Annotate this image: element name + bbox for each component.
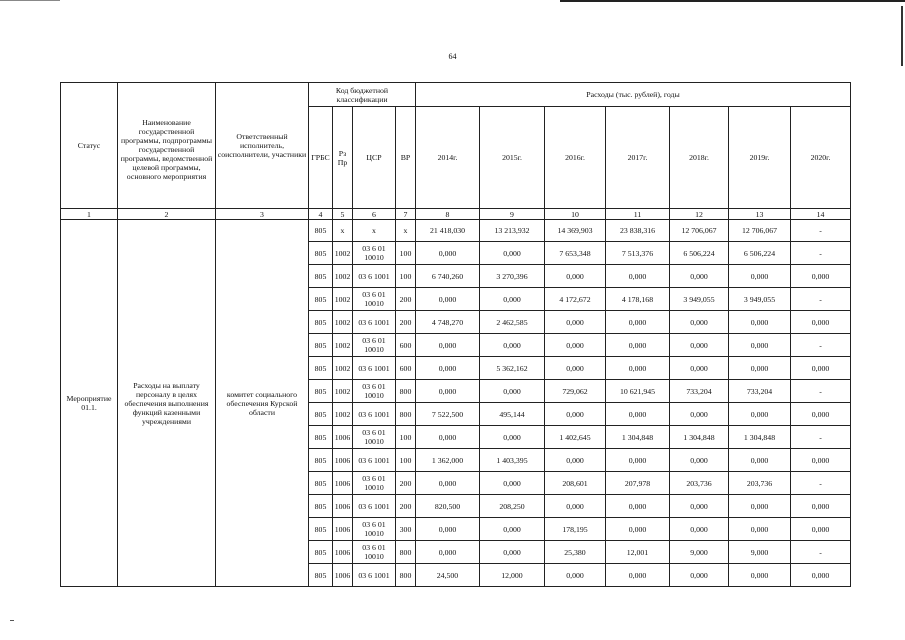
page-number: 64 bbox=[448, 52, 457, 61]
amount-cell: 12,000 bbox=[480, 564, 545, 587]
amount-cell: 0,000 bbox=[545, 403, 606, 426]
amount-cell: 1 362,000 bbox=[416, 449, 480, 472]
csr-cell: 03 6 01 10010 bbox=[353, 518, 396, 541]
amount-cell: 0,000 bbox=[606, 449, 670, 472]
amount-cell: 729,062 bbox=[545, 380, 606, 403]
column-number: 12 bbox=[670, 209, 729, 220]
amount-cell: 203,736 bbox=[729, 472, 791, 495]
amount-cell: 0,000 bbox=[729, 564, 791, 587]
amount-cell: - bbox=[791, 426, 851, 449]
vr-cell: 800 bbox=[396, 564, 416, 587]
csr-cell: 03 6 01 10010 bbox=[353, 472, 396, 495]
amount-cell: 0,000 bbox=[729, 311, 791, 334]
amount-cell: 733,204 bbox=[729, 380, 791, 403]
column-number: 6 bbox=[353, 209, 396, 220]
csr-cell: 03 6 01 10010 bbox=[353, 541, 396, 564]
grbs-cell: 805 bbox=[309, 564, 333, 587]
csr-cell: 03 6 1001 bbox=[353, 449, 396, 472]
amount-cell: 0,000 bbox=[545, 311, 606, 334]
table-row bbox=[61, 220, 851, 242]
rzpr-cell: 1006 bbox=[333, 541, 353, 564]
csr-cell: 03 6 1001 bbox=[353, 357, 396, 380]
vr-cell: 200 bbox=[396, 311, 416, 334]
rzpr-cell: 1006 bbox=[333, 449, 353, 472]
grbs-cell: 805 bbox=[309, 311, 333, 334]
amount-cell: - bbox=[791, 242, 851, 265]
status-cell: Мероприятие 01.1. bbox=[61, 220, 118, 587]
amount-cell: 208,250 bbox=[480, 495, 545, 518]
vr-cell: 800 bbox=[396, 541, 416, 564]
rzpr-cell: 1006 bbox=[333, 472, 353, 495]
header-responsible: Ответственный исполнитель, соисполнители, участники bbox=[216, 83, 309, 209]
grbs-cell: 805 bbox=[309, 334, 333, 357]
amount-cell: 21 418,030 bbox=[416, 220, 480, 242]
amount-cell: 0,000 bbox=[480, 472, 545, 495]
amount-cell: 0,000 bbox=[670, 265, 729, 288]
column-number: 14 bbox=[791, 209, 851, 220]
amount-cell: 1 304,848 bbox=[729, 426, 791, 449]
amount-cell: 0,000 bbox=[480, 380, 545, 403]
header-year: 2017г. bbox=[606, 107, 670, 209]
csr-cell: 03 6 1001 bbox=[353, 495, 396, 518]
amount-cell: 6 506,224 bbox=[670, 242, 729, 265]
amount-cell: 0,000 bbox=[606, 265, 670, 288]
amount-cell: 208,601 bbox=[545, 472, 606, 495]
amount-cell: 9,000 bbox=[670, 541, 729, 564]
rzpr-cell: 1002 bbox=[333, 288, 353, 311]
amount-cell: 3 949,055 bbox=[670, 288, 729, 311]
amount-cell: 0,000 bbox=[480, 334, 545, 357]
amount-cell: 7 653,348 bbox=[545, 242, 606, 265]
vr-cell: 100 bbox=[396, 449, 416, 472]
csr-cell: 03 6 01 10010 bbox=[353, 288, 396, 311]
amount-cell: 820,500 bbox=[416, 495, 480, 518]
csr-cell: 03 6 1001 bbox=[353, 265, 396, 288]
vr-cell: 100 bbox=[396, 242, 416, 265]
amount-cell: 0,000 bbox=[729, 403, 791, 426]
amount-cell: 0,000 bbox=[729, 357, 791, 380]
amount-cell: - bbox=[791, 472, 851, 495]
csr-cell: 03 6 01 10010 bbox=[353, 380, 396, 403]
vr-cell: 300 bbox=[396, 518, 416, 541]
amount-cell: 0,000 bbox=[791, 564, 851, 587]
column-number: 13 bbox=[729, 209, 791, 220]
amount-cell: 0,000 bbox=[545, 495, 606, 518]
amount-cell: - bbox=[791, 288, 851, 311]
amount-cell: 0,000 bbox=[791, 518, 851, 541]
amount-cell: 0,000 bbox=[416, 426, 480, 449]
amount-cell: 3 949,055 bbox=[729, 288, 791, 311]
grbs-cell: 805 bbox=[309, 518, 333, 541]
amount-cell: 0,000 bbox=[480, 541, 545, 564]
amount-cell: 0,000 bbox=[545, 564, 606, 587]
header-expenses: Расходы (тыс. рублей), годы bbox=[416, 83, 851, 107]
amount-cell: 7 522,500 bbox=[416, 403, 480, 426]
grbs-cell: 805 bbox=[309, 472, 333, 495]
header-rzpr: Рз Пр bbox=[333, 107, 353, 209]
amount-cell: 0,000 bbox=[416, 357, 480, 380]
amount-cell: - bbox=[791, 380, 851, 403]
vr-cell: 600 bbox=[396, 357, 416, 380]
amount-cell: 178,195 bbox=[545, 518, 606, 541]
amount-cell: 7 513,376 bbox=[606, 242, 670, 265]
grbs-cell: 805 bbox=[309, 449, 333, 472]
rzpr-cell: 1002 bbox=[333, 403, 353, 426]
grbs-cell: 805 bbox=[309, 541, 333, 564]
amount-cell: 0,000 bbox=[670, 311, 729, 334]
header-year: 2014г. bbox=[416, 107, 480, 209]
vr-cell: х bbox=[396, 220, 416, 242]
header-year: 2015г. bbox=[480, 107, 545, 209]
amount-cell: 0,000 bbox=[729, 265, 791, 288]
csr-cell: 03 6 1001 bbox=[353, 311, 396, 334]
amount-cell: 0,000 bbox=[670, 334, 729, 357]
amount-cell: 0,000 bbox=[729, 449, 791, 472]
grbs-cell: 805 bbox=[309, 380, 333, 403]
amount-cell: 0,000 bbox=[545, 449, 606, 472]
column-number: 3 bbox=[216, 209, 309, 220]
grbs-cell: 805 bbox=[309, 495, 333, 518]
grbs-cell: 805 bbox=[309, 242, 333, 265]
header-year: 2016г. bbox=[545, 107, 606, 209]
column-number: 9 bbox=[480, 209, 545, 220]
vr-cell: 200 bbox=[396, 472, 416, 495]
column-number: 1 bbox=[61, 209, 118, 220]
vr-cell: 200 bbox=[396, 495, 416, 518]
column-number-row bbox=[61, 209, 851, 220]
amount-cell: 2 462,585 bbox=[480, 311, 545, 334]
rzpr-cell: х bbox=[333, 220, 353, 242]
amount-cell: 12,001 bbox=[606, 541, 670, 564]
header-year: 2018г. bbox=[670, 107, 729, 209]
vr-cell: 600 bbox=[396, 334, 416, 357]
amount-cell: 0,000 bbox=[416, 380, 480, 403]
vr-cell: 800 bbox=[396, 403, 416, 426]
amount-cell: 207,978 bbox=[606, 472, 670, 495]
amount-cell: 14 369,903 bbox=[545, 220, 606, 242]
rzpr-cell: 1006 bbox=[333, 518, 353, 541]
column-number: 2 bbox=[118, 209, 216, 220]
amount-cell: 0,000 bbox=[606, 518, 670, 541]
amount-cell: 0,000 bbox=[791, 403, 851, 426]
amount-cell: 0,000 bbox=[791, 357, 851, 380]
vr-cell: 100 bbox=[396, 265, 416, 288]
amount-cell: 0,000 bbox=[606, 403, 670, 426]
header-vr: ВР bbox=[396, 107, 416, 209]
amount-cell: 0,000 bbox=[606, 357, 670, 380]
rzpr-cell: 1002 bbox=[333, 311, 353, 334]
amount-cell: 0,000 bbox=[791, 265, 851, 288]
column-number: 7 bbox=[396, 209, 416, 220]
amount-cell: 0,000 bbox=[791, 449, 851, 472]
amount-cell: 0,000 bbox=[606, 564, 670, 587]
amount-cell: 12 706,067 bbox=[670, 220, 729, 242]
rzpr-cell: 1002 bbox=[333, 242, 353, 265]
name-cell: Расходы на выплату персоналу в целях обеспечения выполнения функций казенными учреждениями bbox=[118, 220, 216, 587]
amount-cell: 24,500 bbox=[416, 564, 480, 587]
rzpr-cell: 1002 bbox=[333, 380, 353, 403]
header-budget-code: Код бюджетной классификации bbox=[309, 83, 416, 107]
amount-cell: 3 270,396 bbox=[480, 265, 545, 288]
amount-cell: 4 748,270 bbox=[416, 311, 480, 334]
amount-cell: 0,000 bbox=[416, 541, 480, 564]
column-number: 11 bbox=[606, 209, 670, 220]
csr-cell: 03 6 1001 bbox=[353, 403, 396, 426]
scan-edge-mark bbox=[0, 0, 60, 1]
amount-cell: 25,380 bbox=[545, 541, 606, 564]
amount-cell: 4 172,672 bbox=[545, 288, 606, 311]
column-number: 10 bbox=[545, 209, 606, 220]
rzpr-cell: 1002 bbox=[333, 357, 353, 380]
column-number: 4 bbox=[309, 209, 333, 220]
vr-cell: 200 bbox=[396, 288, 416, 311]
header-name: Наименование государственной программы, подпрограммы государственной программы, ведомственной целевой программы, основного мероприятия bbox=[118, 83, 216, 209]
vr-cell: 100 bbox=[396, 426, 416, 449]
grbs-cell: 805 bbox=[309, 426, 333, 449]
amount-cell: 0,000 bbox=[670, 564, 729, 587]
header-year: 2019г. bbox=[729, 107, 791, 209]
amount-cell: 0,000 bbox=[416, 288, 480, 311]
amount-cell: 0,000 bbox=[670, 357, 729, 380]
header-csr: ЦСР bbox=[353, 107, 396, 209]
grbs-cell: 805 bbox=[309, 220, 333, 242]
amount-cell: 0,000 bbox=[606, 334, 670, 357]
csr-cell: 03 6 01 10010 bbox=[353, 242, 396, 265]
amount-cell: 0,000 bbox=[606, 311, 670, 334]
amount-cell: - bbox=[791, 541, 851, 564]
responsible-cell: комитет социального обеспечения Курской области bbox=[216, 220, 309, 587]
amount-cell: 0,000 bbox=[545, 334, 606, 357]
csr-cell: 03 6 1001 bbox=[353, 564, 396, 587]
amount-cell: 0,000 bbox=[480, 242, 545, 265]
budget-table bbox=[60, 82, 851, 587]
amount-cell: 1 402,645 bbox=[545, 426, 606, 449]
scan-edge-mark bbox=[560, 0, 905, 2]
amount-cell: - bbox=[791, 220, 851, 242]
rzpr-cell: 1006 bbox=[333, 564, 353, 587]
amount-cell: 0,000 bbox=[545, 265, 606, 288]
amount-cell: 0,000 bbox=[729, 334, 791, 357]
amount-cell: 0,000 bbox=[670, 403, 729, 426]
amount-cell: 0,000 bbox=[545, 357, 606, 380]
amount-cell: 0,000 bbox=[670, 449, 729, 472]
amount-cell: 0,000 bbox=[416, 518, 480, 541]
rzpr-cell: 1002 bbox=[333, 334, 353, 357]
amount-cell: 13 213,932 bbox=[480, 220, 545, 242]
vr-cell: 800 bbox=[396, 380, 416, 403]
header-status: Статус bbox=[61, 83, 118, 209]
amount-cell: 1 304,848 bbox=[606, 426, 670, 449]
amount-cell: 0,000 bbox=[791, 495, 851, 518]
amount-cell: 0,000 bbox=[416, 472, 480, 495]
amount-cell: 5 362,162 bbox=[480, 357, 545, 380]
column-number: 5 bbox=[333, 209, 353, 220]
scan-edge-mark bbox=[10, 620, 14, 621]
amount-cell: 0,000 bbox=[416, 242, 480, 265]
amount-cell: 0,000 bbox=[729, 495, 791, 518]
amount-cell: 0,000 bbox=[480, 426, 545, 449]
csr-cell: 03 6 01 10010 bbox=[353, 426, 396, 449]
amount-cell: 0,000 bbox=[480, 288, 545, 311]
csr-cell: 03 6 01 10010 bbox=[353, 334, 396, 357]
rzpr-cell: 1006 bbox=[333, 426, 353, 449]
grbs-cell: 805 bbox=[309, 288, 333, 311]
amount-cell: 1 304,848 bbox=[670, 426, 729, 449]
header-year: 2020г. bbox=[791, 107, 851, 209]
amount-cell: 23 838,316 bbox=[606, 220, 670, 242]
amount-cell: 12 706,067 bbox=[729, 220, 791, 242]
amount-cell: 0,000 bbox=[670, 495, 729, 518]
amount-cell: 0,000 bbox=[791, 311, 851, 334]
grbs-cell: 805 bbox=[309, 357, 333, 380]
amount-cell: 733,204 bbox=[670, 380, 729, 403]
header-grbs: ГРБС bbox=[309, 107, 333, 209]
amount-cell: 0,000 bbox=[480, 518, 545, 541]
rzpr-cell: 1002 bbox=[333, 265, 353, 288]
amount-cell: 0,000 bbox=[416, 334, 480, 357]
amount-cell: 495,144 bbox=[480, 403, 545, 426]
amount-cell: 203,736 bbox=[670, 472, 729, 495]
column-number: 8 bbox=[416, 209, 480, 220]
amount-cell: 4 178,168 bbox=[606, 288, 670, 311]
amount-cell: - bbox=[791, 334, 851, 357]
amount-cell: 9,000 bbox=[729, 541, 791, 564]
amount-cell: 6 740,260 bbox=[416, 265, 480, 288]
rzpr-cell: 1006 bbox=[333, 495, 353, 518]
grbs-cell: 805 bbox=[309, 265, 333, 288]
amount-cell: 1 403,395 bbox=[480, 449, 545, 472]
amount-cell: 0,000 bbox=[606, 495, 670, 518]
grbs-cell: 805 bbox=[309, 403, 333, 426]
amount-cell: 6 506,224 bbox=[729, 242, 791, 265]
amount-cell: 10 621,945 bbox=[606, 380, 670, 403]
amount-cell: 0,000 bbox=[670, 518, 729, 541]
csr-cell: х bbox=[353, 220, 396, 242]
amount-cell: 0,000 bbox=[729, 518, 791, 541]
